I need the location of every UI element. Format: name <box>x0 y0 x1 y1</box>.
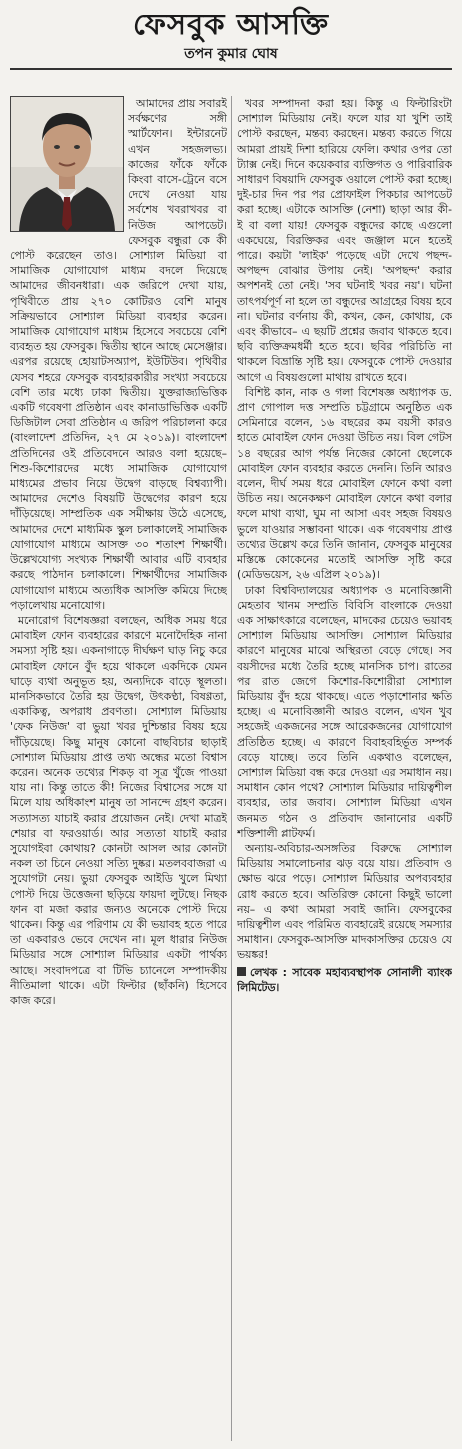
footnote-text: লেখক : সাবেক মহাব্যবস্থাপক সোনালী ব্যাংক লিমিটেড। <box>237 965 452 994</box>
author-footnote <box>237 965 452 995</box>
article-column-2 <box>237 96 452 1446</box>
body-paragraph: মনোরোগ বিশেষজ্ঞরা বলছেন, অধিক সময় ধরে মোবাইল ফোন ব্যবহারের কারণে মনোদৈহিক নানা সমস্যা সৃষ্টি হয়। একনাগাড়ে দীর্ঘক্ষণ ঘাড় নিচু করে মোবাইল ফোনে বুঁদ হয়ে থাকলে একদিকে যেমন ঘাড়ে ব্যথা অনুভূত হয়, অন্যদিকে বাড়ে স্থূলতা। মানসিকভাবে তৈরি হয় উদ্বেগ, উৎকণ্ঠা, বিষণ্ণতা, একাকিত্ব, অপরাধ প্রবণতা। সোশ্যাল মিডিয়ায় 'ফেক নিউজ' বা ভুয়া খবর দুশ্চিন্তার বিষয় হয়ে দাঁড়িয়েছে। কিছু মানুষ কোনো বাছবিচার ছাড়াই সোশ্যাল মিডিয়ায় প্রাপ্ত তথ্য অন্ধের মতো বিশ্বাস করেন। অনেক তথ্যের শিকড় বা সূত্র খুঁজে পাওয়া যায় না। কিন্তু তাতে কী! নিজের বিশ্বাসের সঙ্গে যা মিলে যায় অধিকাংশ মানুষ তা সানন্দে গ্রহণ করেন। সত্যাসত্য যাচাই করার প্রয়োজন নেই। দেখা মাত্রই শেয়ার বা ফরওয়ার্ড। আর সত্যতা যাচাই করার সুযোগইবা কোথায়? কোনটা আসল আর কোনটা নকল তা চিনে নেওয়া সত্যি দুষ্কর। মতলববাজরা এ সুযোগটা নেয়। ভুয়া ফেসবুক আইডি খুলে মিথ্যা পোস্ট দিয়ে উত্তেজনা ছড়িয়ে ফায়দা লুটছে। নিছক ফান বা মজা করার জন্যও অনেকে পোস্ট দিয়ে থাকেন। কিন্তু এর পরিণাম যে কী ভয়াবহ হতে পারে তা একবারও ভেবে দেখেন না। মূল ধারার নিউজ মিডিয়ার সঙ্গে সোশ্যাল মিডিয়ার একটা পার্থক্য আছে। সংবাদপত্রে বা টিভি চ্যানেলে সম্পাদকীয় নীতিমালা থাকে। এটা ফিল্টার (ছাঁকনি) হিসেবে কাজ করে। <box>10 613 227 1007</box>
article-title: ফেসবুক আসক্তি <box>132 7 330 41</box>
square-bullet-icon <box>237 967 246 976</box>
author-byline: তপন কুমার ঘোষ <box>184 46 278 62</box>
body-paragraph: ঢাকা বিশ্ববিদ্যালয়ের অধ্যাপক ও মনোবিজ্ঞানী মেহতাব খানম সম্প্রতি বিবিসি বাংলাকে দেওয়া এক সাক্ষাৎকারে বলেছেন, মাদকের চেয়েও ভয়াবহ সোশ্যাল মিডিয়ায় আসক্তি। সোশ্যাল মিডিয়ার কারণে মানুষের মাঝে অস্থিরতা বেড়ে গেছে। সব বয়সীদের মধ্যে তৈরি হচ্ছে মানসিক চাপ। রাতের পর রাত জেগে কিশোর-কিশোরীরা সোশ্যাল মিডিয়ায় বুঁদ হয়ে থাকছে। এতে পড়াশোনার ক্ষতি হচ্ছে। এ মনোবিজ্ঞানী আরও বলেন, এখন খুব সহজেই একজনের সঙ্গে আরেকজনের যোগাযোগ প্রতিষ্ঠিত হচ্ছে। এ কারণে বিবাহবহির্ভূত সম্পর্ক বেড়ে যাচ্ছে। তবে তিনি একথাও বলেছেন, সোশ্যাল মিডিয়া বন্ধ করে দেওয়া এর সমাধান নয়। সমাধান কোন পথে? সোশ্যাল মিডিয়ার দায়িত্বশীল ব্যবহার, তার জবাব। সোশ্যাল মিডিয়া এখন জনমত গঠন ও প্রতিবাদ জানানোর একটি শক্তিশালী প্লাটফর্ম। <box>237 583 452 840</box>
article-column-1 <box>10 96 227 1446</box>
column-divider <box>231 96 232 1441</box>
body-paragraph: আমাদের প্রায় সবারই সর্বক্ষণের সঙ্গী স্মার্টফোন। ইন্টারনেট এখন সহজলভ্য। কাজের ফাঁকে ফাঁকে কিংবা বাসে-ট্রেনে বসে দেখে নেওয়া যায় সর্বশেষ খবরাখবর বা নিউজ আপডেট। ফেসবুক বন্ধুরা কে কী পোস্ট করেছেন তাও। সোশ্যাল মিডিয়া বা সামাজিক যোগাযোগ মাধ্যম বদলে দিয়েছে আমাদের জীবনধারা। এক জরিপে দেখা যায়, পৃথিবীতে প্রায় ২৭০ কোটিরও বেশি মানুষ সক্রিয়ভাবে সোশ্যাল মিডিয়া ব্যবহার করেন। সামাজিক যোগাযোগ মাধ্যম হিসেবে সবচেয়ে বেশি ব্যবহৃত হয় ফেসবুক। দ্বিতীয় স্থানে আছে মেসেঞ্জার। এরপর রয়েছে হোয়াটসঅ্যাপ, ইউটিউব। পৃথিবীর যেসব শহরে ফেসবুক ব্যবহারকারীর সংখ্যা সবচেয়ে বেশি তার মধ্যে ঢাকা দ্বিতীয়। যুক্তরাজ্যভিত্তিক একটি গবেষণা প্রতিষ্ঠান এবং কানাডাভিত্তিক একটি ডিজিটাল সেবা প্রতিষ্ঠান এ জরিপ পরিচালনা করে (বাংলাদেশ প্রতিদিন, ২৭ মে ২০১৯)। বাংলাদেশ প্রতিদিনের ওই প্রতিবেদনে আরও বলা হয়েছে– শিশু-কিশোরদের মধ্যে সামাজিক যোগাযোগ মাধ্যমের প্রভাব নিয়ে উদ্বেগ বাড়ছে বিশ্বব্যাপী। আমাদের দেশেও বিষয়টি উদ্বেগের কারণ হয়ে দাঁড়িয়েছে। সাম্প্রতিক এক সমীক্ষায় উঠে এসেছে, আমাদের দেশে মাধ্যমিক স্কুল চলাকালেই সামাজিক যোগাযোগ মাধ্যমে আসক্ত ৩০ শতাংশ শিক্ষার্থী। উল্লেখযোগ্য সংখ্যক শিক্ষার্থী আবার এটি ব্যবহার করছে পাঠদান চলাকালে। শিক্ষার্থীদের সামাজিক যোগাযোগ মাধ্যমে অত্যধিক আসক্তি কমিয়ে দিচ্ছে পড়ালেখায় মনোযোগ। <box>10 97 227 612</box>
title-rule <box>10 68 452 70</box>
body-paragraph: খবর সম্পাদনা করা হয়। কিন্তু এ ফিল্টারিংটা সোশ্যাল মিডিয়ায় নেই। ফলে যার যা খুশি তাই পোস্ট করছেন, মন্তব্য করছেন। মন্তব্য করতে গিয়ে আমরা প্রায়ই দিশা হারিয়ে ফেলি। কথার ওপর তো ট্যাক্স নেই। দিনে কয়েকবার ব্যক্তিগত ও পারিবারিক সাধারণ বিষয়াদি ফেসবুক ওয়ালে পোস্ট করা হচ্ছে। দুই-চার দিন পর পর প্রোফাইল পিকচার আপডেট করা হচ্ছে। এটাকে আসক্তি (নেশা) ছাড়া আর কী-ই বা বলা যায়! ফেসবুক বন্ধুদের কাছে এগুলো একঘেয়ে, বিরক্তিকর এবং জঞ্জাল মনে হতেই পারে। কয়টা 'লাইক' পড়েছে এটা দেখে পছন্দ-অপছন্দ বোঝার উপায় নেই। 'অপছন্দ' করার অপশনই তো নেই। 'সব ঘটনাই খবর নয়'। ঘটনা তাৎপর্যপূর্ণ না হলে তা বন্ধুদের আগ্রহের বিষয় হবে না। ঘটনার বর্ণনায় কী, কখন, কেন, কোথায়, কে এবং কীভাবে– এ ছয়টি প্রশ্নের জবাব থাকতে হবে। ছবি ব্যক্তিক্রমধর্মী হতে হবে। ছবির পরিচিতি না থাকলে বিভ্রান্তি সৃষ্টি হয়। ফেসবুকে পোস্ট দেওয়ার আগে এ বিষয়গুলো মাথায় রাখতে হবে। <box>237 97 452 384</box>
body-paragraph: বিশিষ্ট কান, নাক ও গলা বিশেষজ্ঞ অধ্যাপক ড. প্রাণ গোপাল দত্ত সম্প্রতি চট্টগ্রামে অনুষ্ঠিত এক সেমিনারে বলেন, ১৬ বছরের কম বয়সী কারও হাতে মোবাইল ফোন দেওয়া উচিত নয়। বিল গেটস ১৪ বছরের আগ পর্যন্ত নিজের কোনো ছেলেকে মোবাইল ফোন ব্যবহার করতে দেননি। তিনি আরও বলেন, দীর্ঘ সময় ধরে মোবাইল ফোনে কথা বলা উচিত নয়। অনেকক্ষণ মোবাইল ফোনে কথা বলার ফলে মাথা ব্যথা, ঘুম না আসা এবং সহজ বিষয়ও ভুলে যাওয়ার সম্ভাবনা থাকে। এক গবেষণায় প্রাপ্ত তথ্যের উল্লেখ করে তিনি জানান, ফেসবুক মানুষের মস্তিষ্কে কোকেনের মতোই আসক্তি সৃষ্টি করে (মেডিভয়েস, ২৬ এপ্রিল ২০১৯)। <box>237 385 452 582</box>
body-paragraph: অন্যায়-অবিচার-অসঙ্গতির বিরুদ্ধে সোশ্যাল মিডিয়ায় সমালোচনার ঝড় বয়ে যায়। প্রতিবাদ ও ক্ষোভ ঝরে পড়ে। সোশ্যাল মিডিয়ার অপব্যবহার রোধ করতে হবে। অতিরিক্ত কোনো কিছুই ভালো নয়– এ কথা আমরা সবাই জানি। ফেসবুকের দায়িত্বশীল এবং পরিমিত ব্যবহারেই রয়েছে সমস্যার সমাধান। ফেসবুক-আসক্তি মাদকাসক্তির চেয়েও যে ভয়ঙ্কর! <box>237 841 452 962</box>
